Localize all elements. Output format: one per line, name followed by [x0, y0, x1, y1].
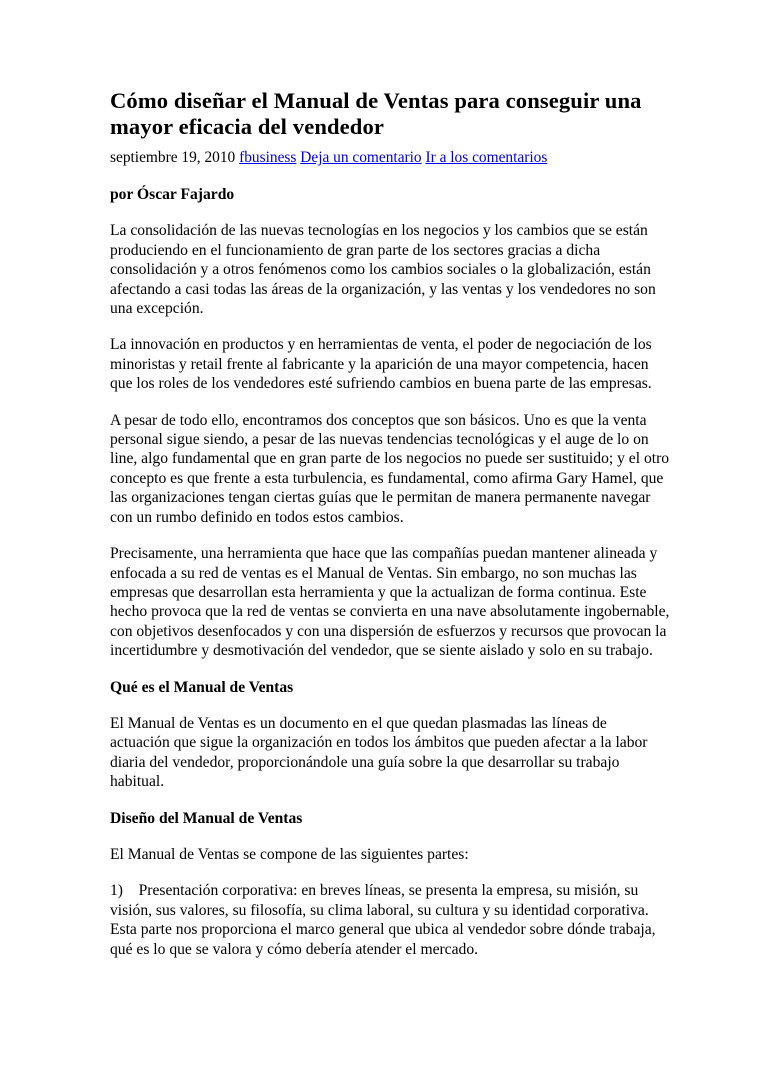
section-design-intro: El Manual de Ventas se compone de las siguientes partes: — [110, 845, 469, 863]
document-page — [110, 88, 670, 959]
section-heading-design: Diseño del Manual de Ventas — [110, 809, 303, 827]
paragraph-3: A pesar de todo ello, encontramos dos conceptos que son básicos. Uno es que la venta personal sigue siendo, a pesar de las nuevas tendencias tecnológicas y el auge de lo on line, algo fundamental que en gran parte de los negocios no puede ser sustituido; y el otro concepto es que frente a esta turbulencia, es fundamental, como afirma Gary Hamel, que las organizaciones tengan ciertas guías que le permitan de manera permanente navegar con un rumbo definido en todos estos cambios. — [110, 411, 670, 526]
section-heading-what-is: Qué es el Manual de Ventas — [110, 678, 294, 696]
section-what-is-text: El Manual de Ventas es un documento en el que quedan plasmadas las líneas de actuación que sigue la organización en todos los ámbitos que pueden afectar a la labor diaria del vendedor, proporcionándole una guía sobre la que desarrollar su trabajo habitual. — [110, 714, 648, 791]
post-date: septiembre 19, 2010 — [110, 149, 236, 166]
paragraph-2: La innovación en productos y en herramientas de venta, el poder de negociación de los minoristas y retail frente al fabricante y la aparición de una mayor competencia, hacen que los roles de los vendedores esté sufriendo cambios en buena parte de las empresas. — [110, 336, 652, 393]
leave-comment-link[interactable]: Deja un comentario — [300, 149, 422, 166]
go-to-comments-link[interactable]: Ir a los comentarios — [425, 149, 548, 166]
author-byline: por Óscar Fajardo — [110, 186, 235, 203]
paragraph-1: La consolidación de las nuevas tecnologías en los negocios y los cambios que se están produciendo en el funcionamiento de gran parte de los sectores gracias a dicha consolidación y a otros fenómenos como los cambios sociales o la globalización, están afectando a casi todas las áreas de la organización, y las ventas y los vendedores no son una excepción. — [110, 222, 656, 318]
category-link[interactable]: fbusiness — [239, 149, 297, 166]
paragraph-4: Precisamente, una herramienta que hace que las compañías puedan mantener alineada y enfocada a su red de ventas es el Manual de Ventas. Sin embargo, no son muchas las empresas que desarrollan esta herramienta y que la actualizan de forma continua. Este hecho provoca que la red de ventas se convierta en una nave absolutamente ingobernable, con objetivos desenfocados y con una dispersión de esfuerzos y recursos que provocan la incertidumbre y desmotivación del vendedor, que se siente aislado y solo en su trabajo. — [110, 545, 670, 660]
list-item-1: 1) Presentación corporativa: en breves líneas, se presenta la empresa, su misión, su visión, sus valores, su filosofía, su clima laboral, su cultura y su identidad corporativa. Esta parte nos proporciona el marco general que ubica al vendedor sobre dónde trabaja, qué es lo que se valora y cómo debería atender el mercado. — [110, 882, 660, 958]
article-title: Cómo diseñar el Manual de Ventas para conseguir una mayor eficacia del vendedor — [110, 88, 642, 139]
post-meta — [110, 148, 670, 167]
